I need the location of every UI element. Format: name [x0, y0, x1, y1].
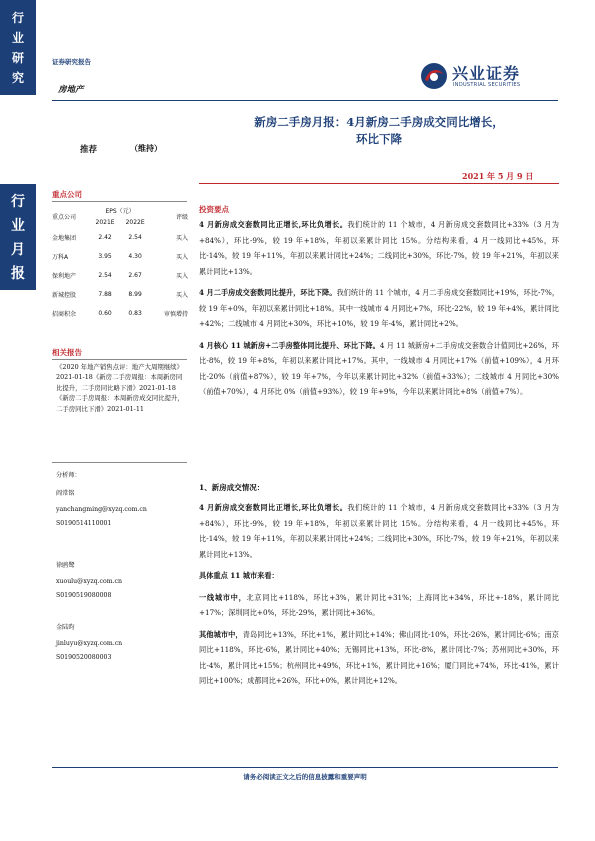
sidebar-char: 行 — [11, 194, 25, 210]
side-divider — [52, 462, 187, 463]
sidebar-report-type-bar — [0, 184, 36, 290]
analyst-license: S0190520080003 — [56, 654, 112, 661]
summary-text: 4 月 11 城新房+二手房成交套数合计值同比+26%，环比-8%，较 19 年+8%，年初以来累计同比+17%。其中，一线城市 4 月同比+17%（前值+109%），4 月环比-20%（前值+87%），较 19 年+7%，今年以来累计同比+32%（前值+33%）；二线城市 4 月同比+30%（前值+70%），4 月环比 0%（前值+93%），较 19 年+9%，今年以来累计同比+8%（前值+7%）。 — [199, 340, 559, 396]
key-companies-table — [52, 204, 188, 323]
summary-text: 我们统计的 11 个城市，4 月二手房成交套数同比+19%，环比-7%，较 19 年+0%，年初以来累计同比+18%。其中一线城市 4 月同比+7%，环比-22%，较 19 年+4%，累计同比+42%；二线城市 4 月同比+30%，环比+10%，较 19 年-4%，累计同比+2%。 — [199, 288, 560, 328]
table-cell: 买入 — [175, 273, 188, 280]
section-subheading: 具体重点 11 城市来看： — [199, 571, 279, 580]
side-divider — [52, 201, 187, 202]
table-cell: 3.95 — [98, 253, 112, 260]
table-cell: 保利地产 — [52, 273, 77, 280]
logo-emblem-icon — [420, 62, 448, 90]
footer-divider — [52, 767, 558, 768]
analyst-license: S0190514110001 — [56, 520, 112, 527]
table-cell: 审慎增持 — [163, 311, 188, 318]
table-header-cell: EPS（元） — [105, 207, 135, 215]
table-row — [52, 247, 188, 266]
table-cell: 招商积余 — [52, 311, 77, 318]
sidebar-char: 月 — [11, 242, 25, 258]
section-paragraph — [199, 627, 559, 689]
section-text: 北京同比+118%，环比+3%，累计同比+31%；上海同比+34%，环比+-18%，累计同比+17%；深圳同比+0%，环比-29%，累计同比+36%。 — [199, 592, 559, 617]
related-reports-heading: 相关报告 — [52, 348, 82, 357]
company-logo — [420, 60, 560, 96]
summary-body — [199, 217, 559, 400]
sidebar-char: 业 — [11, 31, 24, 45]
table-cell: 2.54 — [98, 272, 112, 279]
section-text: 青岛同比+13%，环比+1%，累计同比+14%；佛山同比-10%，环比-26%，累计同比-6%；南京同比+118%，环比-6%，累计同比+40%；无锡同比+13%，环比-8%，累计同比-7%；苏州同比+30%，环比-4%，累计同比+15%；杭州同比+49%，环比+1%，累计同比+16%；厦门同比+74%，环比-41%，累计同比+100%；成都同比+26%，环比+0%，累计同比+12%。 — [199, 629, 559, 685]
footer-disclaimer: 请务必阅读正文之后的信息披露和重要声明 — [243, 773, 367, 781]
table-cell: 8.99 — [128, 291, 142, 298]
logo-en: INDUSTRIAL SECURITIES — [453, 82, 521, 88]
analyst-name: 阎常铭 — [56, 490, 75, 497]
table-header-cell: 重点公司 — [52, 213, 77, 221]
section-lead: 4 月新房成交套数同比正增长,环比负增长。 — [199, 503, 348, 512]
summary-lead: 4 月新房成交套数同比正增长,环比负增长。 — [199, 220, 348, 229]
sidebar-char: 研 — [11, 51, 24, 65]
analyst-heading: 分析师： — [56, 472, 81, 479]
date-divider — [199, 183, 559, 184]
report-title-line: 环比下降 — [356, 132, 402, 146]
summary-paragraph — [199, 338, 559, 400]
sector-label: 房地产 — [58, 85, 84, 95]
table-cell: 0.83 — [128, 310, 142, 317]
sidebar-char: 行 — [11, 11, 24, 25]
sidebar-category-bar — [0, 0, 36, 95]
analyst-name: 徐鸥鹭 — [56, 562, 75, 569]
table-header-cell: 2022E — [125, 218, 145, 226]
table-cell: 买入 — [175, 254, 188, 261]
report-title-line: 新房二手房月报：4月新房二手房成交同比增长， — [254, 115, 504, 129]
table-cell: 2.42 — [98, 234, 112, 241]
report-type-label: 证券研究报告 — [52, 58, 91, 66]
summary-heading: 投资要点 — [199, 205, 229, 214]
summary-lead: 4 月核心 11 城新房+二手房整体同比提升、环比下降。 — [199, 340, 380, 350]
report-date: 2021 年 5 月 9 日 — [462, 171, 534, 181]
rating-label: 推荐 — [80, 145, 98, 155]
section-lead: 其他城市中， — [199, 629, 243, 639]
section-text: 我们统计的 11 个城市，4 月新房成交套数同比+33%（3 月为+84%），环比-9%，较 19 年+18%，年初以来累计同比 15%。分结构来看，4 月一线同比+45%，环比-14%，较 19 年+11%，年初以来累计同比+24%；二线同比+30%，环比-7%，较 19 年+21%，年初以来累计同比+13%。 — [199, 503, 559, 559]
section-heading: 1、新房成交情况： — [199, 483, 265, 492]
analyst-name: 金陆昀 — [56, 624, 75, 631]
side-divider — [52, 359, 187, 360]
related-reports-list: 《2020 年地产销售点评：地产大周期继续》2021-01-18《新房二手房周报：本周新房同比提升，二手房同比略下滑》2021-01-18《新房二手房周报：本周新房成交同比提升，二手房同比下滑》2021-01-11 — [56, 363, 184, 413]
table-header-cell: 2021E — [95, 218, 115, 226]
analyst-email[interactable]: jinluyu@xyzq.com.cn — [56, 640, 123, 647]
table-header-cell: 评级 — [175, 213, 188, 221]
table-row — [52, 285, 188, 304]
section-paragraph — [199, 500, 559, 562]
summary-lead: 4 月二手房成交套数同比提升，环比下降。 — [199, 288, 337, 297]
summary-paragraph — [199, 217, 559, 279]
table-cell: 2.54 — [128, 234, 142, 241]
summary-paragraph — [199, 285, 559, 332]
table-cell: 4.30 — [128, 253, 142, 260]
section-lead: 一线城市中， — [199, 592, 247, 602]
report-title — [199, 114, 559, 148]
table-cell: 0.60 — [98, 310, 112, 317]
table-cell: 买入 — [175, 235, 188, 242]
table-row — [52, 228, 188, 247]
table-cell: 2.67 — [128, 272, 142, 279]
table-cell: 万科A — [52, 254, 69, 261]
table-row — [52, 304, 188, 323]
analyst-email[interactable]: xuoulu@xyzq.com.cn — [56, 578, 122, 585]
analyst-license: S0190519080008 — [56, 592, 112, 599]
section-body — [199, 500, 559, 689]
sidebar-char: 报 — [11, 266, 25, 282]
sidebar-char: 业 — [11, 218, 25, 234]
rating-change: （维持） — [130, 143, 162, 153]
section-paragraph — [199, 590, 559, 621]
header-divider — [52, 100, 558, 101]
table-cell: 7.88 — [98, 291, 112, 298]
table-cell: 金地集团 — [52, 235, 77, 242]
table-row — [52, 266, 188, 285]
table-header-row — [52, 204, 188, 216]
sidebar-char: 究 — [11, 71, 24, 85]
analyst-email[interactable]: yanchangming@xyzq.com.cn — [56, 506, 147, 513]
table-cell: 买入 — [175, 292, 188, 299]
logo-cn: 兴业证券 — [452, 64, 521, 83]
key-companies-heading: 重点公司 — [52, 190, 82, 199]
table-cell: 新城控股 — [52, 292, 77, 299]
summary-text: 我们统计的 11 个城市，4 月新房成交套数同比+33%（3 月为+84%），环比-9%，较 19 年+18%，年初以来累计同比 15%。分结构来看，4 月一线同比+45%，环比-14%，较 19 年+11%，年初以来累计同比+24%；二线同比+30%，环比-7%，较 19 年+21%，年初以来累计同比+13%。 — [199, 220, 559, 276]
